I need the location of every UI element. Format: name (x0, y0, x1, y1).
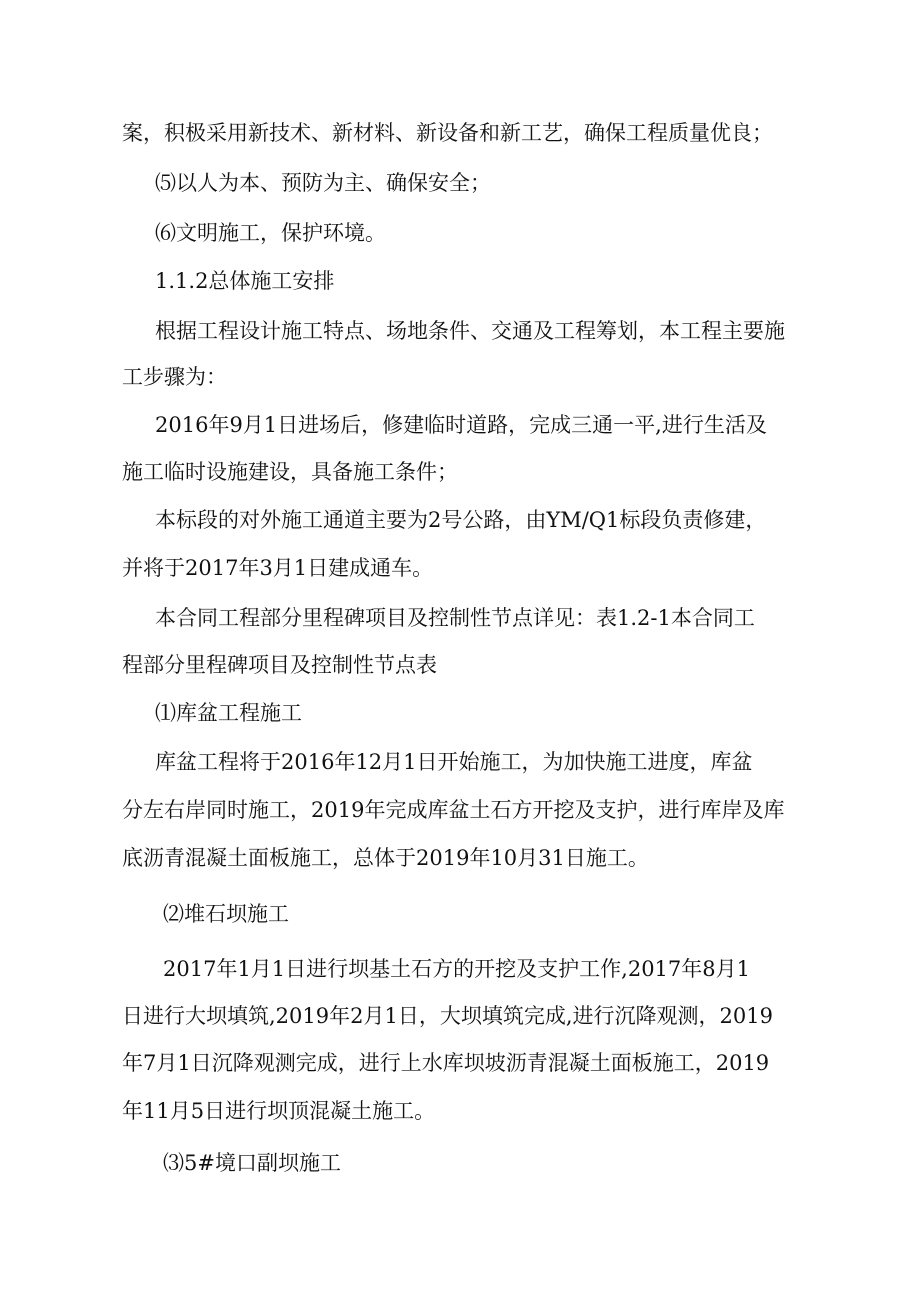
subsection-heading: ⑴库盆工程施工 (155, 701, 302, 725)
text-line: 施工临时设施建设，具备施工条件； (122, 460, 458, 484)
text-line: 日进行大坝填筑,2019年2月1日，大坝填筑完成,进行沉降观测，2019 (122, 1004, 773, 1028)
text-line: 年11月5日进行坝顶混凝土施工。 (122, 1099, 436, 1123)
text-line: 案，积极采用新技术、新材料、新设备和新工艺，确保工程质量优良； (122, 121, 773, 145)
text-line: 底沥青混凝土面板施工，总体于2019年10月31日施工。 (122, 846, 649, 870)
text-line: 2016年9月1日进场后，修建临时道路，完成三通一平,进行生活及 (155, 413, 767, 437)
list-item: ⑹文明施工，保护环境。 (155, 221, 386, 245)
subsection-heading: ⑶5#境口副坝施工 (163, 1151, 341, 1175)
list-item: ⑸以人为本、预防为主、确保安全； (155, 171, 491, 195)
text-line: 本标段的对外施工通道主要为2号公路，由YM/Q1标段负责修建， (155, 508, 767, 532)
text-line: 程部分里程碑项目及控制性节点表 (122, 653, 437, 677)
section-heading: 1.1.2总体施工安排 (155, 269, 335, 293)
text-line: 库盆工程将于2016年12月1日开始施工，为加快施工进度，库盆 (155, 750, 753, 774)
text-line: 根据工程设计施工特点、场地条件、交通及工程筹划，本工程主要施 (155, 319, 785, 343)
subsection-heading: ⑵堆石坝施工 (163, 902, 289, 926)
text-line: 本合同工程部分里程碑项目及控制性节点详见：表1.2-1本合同工 (155, 606, 755, 630)
text-line: 2017年1月1日进行坝基土石方的开挖及支护工作,2017年8月1 (163, 957, 751, 981)
text-line: 并将于2017年3月1日建成通车。 (122, 556, 434, 580)
text-line: 工步骤为： (122, 365, 227, 389)
text-line: 分左右岸同时施工，2019年完成库盆土石方开挖及支护，进行库岸及库 (122, 798, 785, 822)
text-line: 年7月1日沉降观测完成，进行上水库坝坡沥青混凝土面板施工，2019 (122, 1051, 770, 1075)
